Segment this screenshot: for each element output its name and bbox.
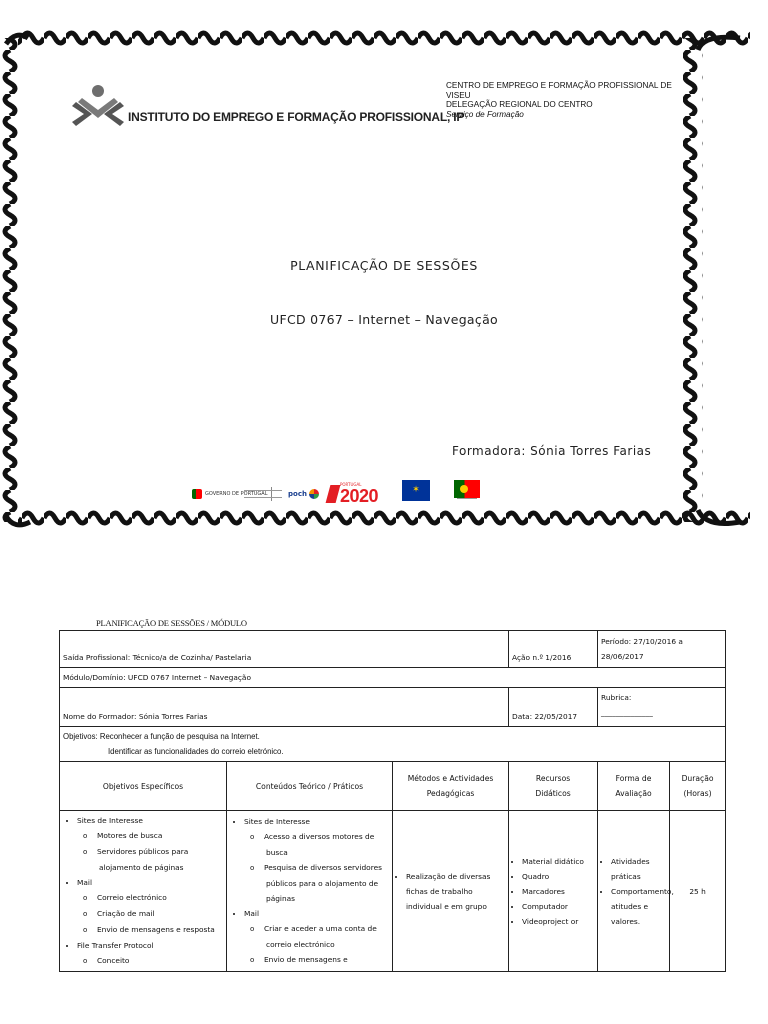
cell-text: Mail [77,878,93,887]
gov-label: GOVERNO DE PORTUGAL [205,490,268,497]
modulo-cell [60,668,726,688]
duration-value: 25 h [689,886,706,896]
sponsor-logos [192,480,492,508]
list-item: o Acesso a diversos motores de busca [266,829,389,860]
centre-line: DELEGAÇÃO REGIONAL DO CENTRO [446,100,593,109]
poch-wheel-icon [309,489,319,499]
list-item: • Marcadores [522,884,594,899]
header-recursos [509,762,598,811]
list-item: • Videoproject or [522,914,594,929]
methods-cell [393,811,509,972]
service-line: Serviço de Formação [446,109,524,119]
header-metodos [393,762,509,811]
centre-line: CENTRO DE EMPREGO E FORMAÇÃO PROFISSIONAL DE [446,81,672,90]
list-item: • Comportamento, atitudes e valores. [611,884,666,929]
list-item: • Quadro [522,869,594,884]
periodo-start: Período: 27/10/2016 a [601,637,683,646]
eu-flag-logo [402,480,430,508]
portugal-mark-icon [192,489,202,499]
cover-title: PLANIFICAÇÃO DE SESSÕES [290,258,478,273]
cover-subtitle: UFCD 0767 – Internet – Navegação [270,312,498,327]
poch-label: poch [288,490,307,498]
evaluation-cell [598,811,674,972]
list-item: o Criação de mail [99,906,223,922]
list-item [77,813,223,875]
header-conteudos [227,762,393,811]
cell-text: Mail [244,909,260,918]
portugal-flag-icon [454,480,480,498]
list-item: • Atividades práticas [611,854,666,884]
list-item: o Envio de mensagens e resposta [99,922,223,938]
list-item: o Criar e aceder a uma conta de correio electrónico [266,921,389,952]
portugal-flag-logo [454,480,480,508]
modulo-dominio: Módulo/Domínio: UFCD 0767 Internet – Navegação [63,673,251,682]
saida-profissional: Saída Profissional: Técnico/a de Cozinha/ Pastelaria [63,653,252,662]
list-item: o Conceito [99,953,223,969]
table-row [60,631,726,668]
list-item: o Correio electrónico [99,890,223,906]
iefp-logo [72,84,124,130]
formador-name: Nome do Formador: Sónia Torres Farias [63,712,208,721]
list-item: o Servidores públicos para alojamento de páginas [99,844,223,875]
portugal-2020-logo [328,480,378,508]
centre-address-block [446,81,716,119]
cell-text: File Transfer Protocol [77,941,154,950]
list-item: • Material didático [522,854,594,869]
table-header-row [60,762,726,811]
cover-page [0,28,768,533]
header-objetivos [60,762,227,811]
objetivo-line: Objetivos: Reconhecer a função de pesquisa na Internet. [63,732,260,741]
list-item: • Computador [522,899,594,914]
portugal-2020-small: PORTUGAL [340,482,362,487]
list-item [244,814,389,906]
cell-text: Sites de Interesse [77,816,143,825]
list-item [77,938,223,969]
cell-text: Recursos [535,774,571,783]
portugal-2020-mark-icon [326,485,341,503]
header-duracao [670,762,726,811]
table-row [60,811,726,972]
table-row [60,668,726,688]
rubrica-cell [598,688,726,727]
secretary-logo [244,480,282,508]
table-row [60,688,726,727]
list-item: o Motores de busca [99,828,223,844]
periodo-end: 28/06/2017 [601,652,644,661]
cell-text: Duração [681,774,714,783]
table-row [60,727,726,762]
institute-name: INSTITUTO DO EMPREGO E FORMAÇÃO PROFISSIONAL, IP [128,110,465,124]
cell-text: (Horas) [683,789,712,798]
periodo-cell [598,631,726,668]
trainer-name: Formadora: Sónia Torres Farias [452,444,652,458]
acao-number: Ação n.º 1/2016 [512,653,572,662]
objetivo-line: Identificar as funcionalidades do correio eletrónico. [108,747,284,756]
portugal-2020-number: 2020 [340,486,379,506]
cell-text: Conteúdos Teórico / Práticos [255,781,364,791]
acao-cell [509,631,598,668]
resources-cell [509,811,598,972]
list-item: o Pesquisa de diversos servidores públicos para o alojamento de páginas [266,860,389,906]
list-item [77,875,223,938]
list-item: • Realização de diversas fichas de trabalho individual e em grupo [406,869,505,914]
contents-cell [227,811,393,972]
cell-text: Avaliação [615,789,652,798]
duration-cell [670,811,726,972]
objetivos-cell [60,727,726,762]
header-forma-avaliacao [598,762,670,811]
objectives-cell [60,811,227,972]
cell-text: Métodos e Actividades [407,774,494,783]
sheet-title: PLANIFICAÇÃO DE SESSÕES / MÓDULO [96,618,247,628]
cell-text: Forma de [615,774,652,783]
cell-text: Pedagógicas [426,789,475,798]
saida-cell [60,631,509,668]
centre-line: VISEU [446,90,471,100]
cell-text: Sites de Interesse [244,817,310,826]
cell-text: Didáticos [535,789,571,798]
cell-text: Objetivos Específicos [102,781,184,791]
list-item [244,906,389,968]
rubrica-line: ______________ [601,708,653,717]
eu-stars-icon: ✶ [402,480,430,500]
poch-logo [288,480,319,508]
planning-table [59,630,726,972]
rubrica-label: Rubrica: [601,693,632,702]
data-cell [509,688,598,727]
session-date: Data: 22/05/2017 [512,712,578,721]
list-item: o Envio de mensagens e [266,952,389,968]
formador-cell [60,688,509,727]
